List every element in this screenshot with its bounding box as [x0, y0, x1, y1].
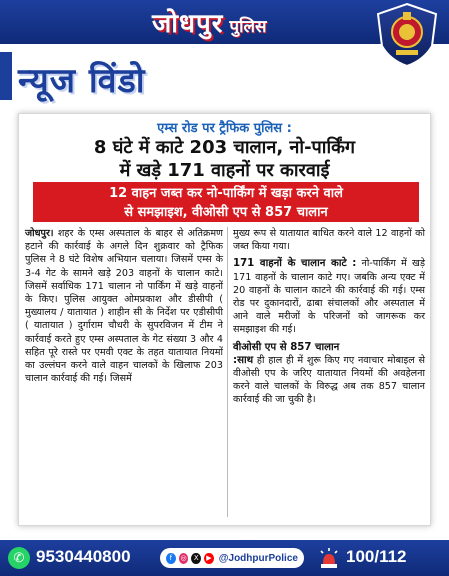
heading-ribbon — [0, 52, 12, 100]
deck-line-1: 12 वाहन जब्त कर नो-पार्किंग में खड़ा करने वाले — [109, 186, 343, 201]
youtube-icon[interactable]: ▶ — [204, 553, 214, 564]
article-deck — [33, 182, 419, 222]
social-handle[interactable]: @JodhpurPolice — [218, 552, 298, 564]
column-divider — [227, 227, 228, 517]
header-title-sub: पुलिस — [229, 17, 267, 37]
article-kicker: एम्स रोड पर ट्रैफिक पुलिस : — [157, 121, 292, 136]
header-title-main: जोधपुर — [152, 9, 224, 39]
whatsapp-phone-number[interactable]: 9530440800 — [36, 547, 131, 566]
section-heading: न्यूज विंडो — [18, 61, 146, 101]
instagram-icon[interactable]: ◎ — [180, 553, 187, 562]
right-subhead-1: 171 वाहनों के चालान काटे : — [233, 258, 357, 270]
headline-line-1: 8 घंटे में काटे 203 चालान, नो-पार्किंग — [93, 137, 356, 158]
left-body-text: शहर के एम्स अस्पताल के बाहर से अतिक्रमण हटाने की कार्रवाई के अगले दिन शुक्रवार को ट्रैफिक पुलिस ने 8 घंटे विशेष अभियान चलाया। जिसमें एम्स के 3-4 गेट के सामने खड़े 203 वाहनों के चालान काटे। जिसमें सर्वाधिक 171 चालान नो पार्किंग में खड़े वाहनों के किए। पुलिस आयुक्त ओमप्रकाश और डीसीपी ( मुख्यालय / यातायात ) शाहीन सी के निर्देश पर एडीसीपी ( यातायात ) दुर्गाराम चौधरी के सुपरविजन में टीम ने कार्रवाई करते हुए एम्स अस्पताल के गेट संख्या 3 और 4 सहित पूरे रास्ते पर एमवी एक्ट के तहत यातायात नियमों का उल्लंघन करने वाले वाहन चालकों के खिलाफ 203 चालान कार्रवाई की गई। जिसमें — [25, 228, 223, 385]
emergency-number[interactable]: 100/112 — [346, 547, 407, 566]
article-headline — [19, 136, 430, 182]
social-handles[interactable] — [160, 548, 304, 568]
right-paragraph-2: नो-पार्किंग में खड़े 171 वाहनों के चालान काटे गए। जबकि अन्य एक्ट में 20 वाहनों के चालान काटने की कार्रवाई की गई। एम्स रोड पर दुकानदारों, ढाबा संचालकों और अस्पताल में आने वाले मरीजों के परिजनों को जागरूक कर समझाइश की गई। — [233, 258, 425, 336]
siren-icon — [318, 547, 340, 569]
article-column-right — [233, 227, 425, 411]
right-paragraph-3-lead: :साथ — [233, 354, 254, 366]
news-clipping — [18, 113, 431, 526]
header-title — [152, 4, 267, 38]
x-icon[interactable]: X — [191, 553, 201, 564]
facebook-icon[interactable]: f — [166, 553, 176, 564]
right-subhead-2: वीओसी एप से 857 चालान — [233, 341, 340, 353]
right-paragraph-3: ही हाल ही में शुरू किए गए नवाचार मोबाइल से वीओसी एप के जरिए यातायात नियमों की अवहेलना करने वाले चालकों के विरुद्ध अब तक 857 चालान कार्रवाई की जा चुकी है। — [233, 354, 425, 406]
article-column-left — [25, 227, 223, 389]
article-dateline: जोधपुर। — [25, 228, 54, 239]
footer-bar — [0, 540, 449, 576]
deck-line-2: से समझाइश, वीओसी एप से 857 चालान — [124, 205, 328, 220]
police-emblem-icon — [374, 2, 440, 68]
whatsapp-icon[interactable]: ✆ — [8, 547, 30, 569]
headline-line-2: में खड़े 171 वाहनों पर कारवाई — [119, 160, 330, 181]
right-paragraph-1: मुख्य रूप से यातायात बाधित करने वाले 12 वाहनों को जब्त किया गया। — [233, 228, 425, 253]
